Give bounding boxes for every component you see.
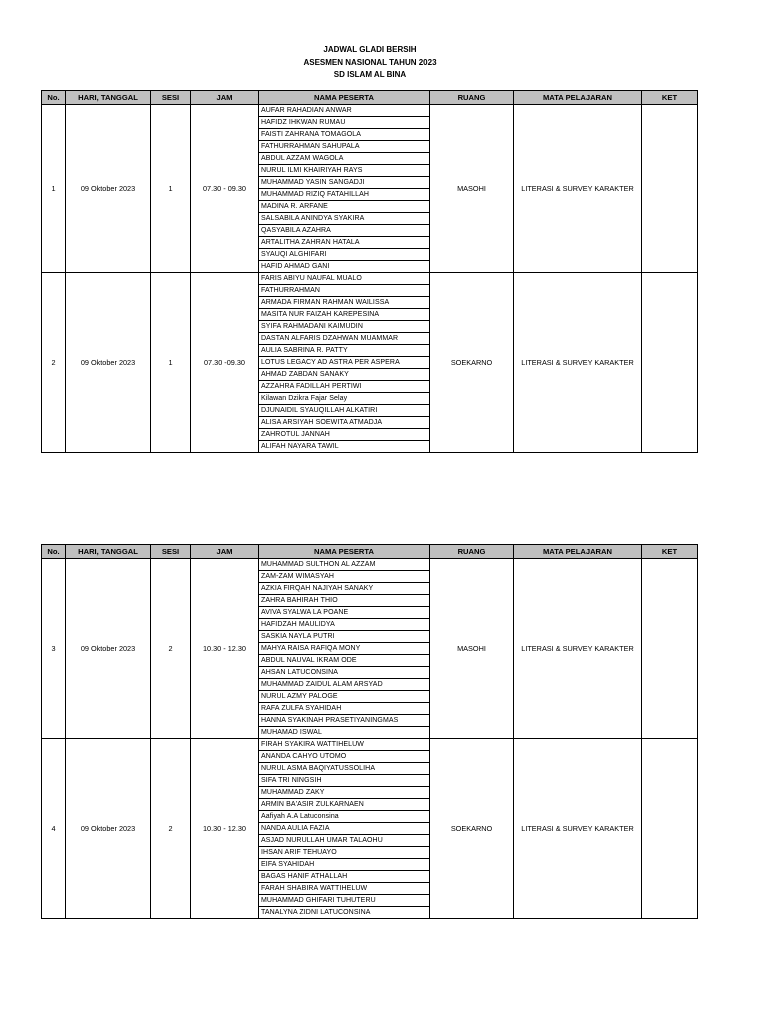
cell-no: 4 (42, 739, 66, 919)
cell-no: 2 (42, 273, 66, 453)
participant-name: MAHYA RAISA RAFIQA MONY (259, 643, 430, 655)
cell-jam: 07.30 - 09.30 (191, 105, 259, 273)
cell-ruang: SOEKARNO (430, 273, 514, 453)
cell-hari: 09 Oktober 2023 (66, 105, 151, 273)
column-header-no: No. (42, 91, 66, 105)
participant-name: FATHURRAHMAN (259, 285, 430, 297)
participant-name: MUHAMMAD ZAIDUL ALAM ARSYAD (259, 679, 430, 691)
participant-name: SYIFA RAHMADANI KAIMUDIN (259, 321, 430, 333)
participant-name: Aafiyah A.A Latuconsina (259, 811, 430, 823)
participant-name: MUHAMMAD SULTHON AL AZZAM (259, 559, 430, 571)
cell-sesi: 2 (151, 739, 191, 919)
cell-ket (642, 559, 698, 739)
participant-name: SALSABILA ANINDYA SYAKIRA (259, 213, 430, 225)
participant-name: ABDUL AZZAM WAGOLA (259, 153, 430, 165)
cell-ruang: MASOHI (430, 105, 514, 273)
cell-jam: 10.30 - 12.30 (191, 559, 259, 739)
participant-name: FARAH SHABIRA WATTIHELUW (259, 883, 430, 895)
column-header-mapel: MATA PELAJARAN (514, 545, 642, 559)
cell-hari: 09 Oktober 2023 (66, 273, 151, 453)
participant-name: ARTALITHA ZAHRAN HATALA (259, 237, 430, 249)
participant-name: FARIS ABIYU NAUFAL MUALO (259, 273, 430, 285)
participant-name: FATHURRAHMAN SAHUPALA (259, 141, 430, 153)
participant-name: MASITA NUR FAIZAH KAREPESINA (259, 309, 430, 321)
title-line-3: SD ISLAM AL BINA (333, 70, 407, 79)
participant-name: ARMADA FIRMAN RAHMAN WAILISSA (259, 297, 430, 309)
cell-hari: 09 Oktober 2023 (66, 559, 151, 739)
participant-name: DJUNAIDIL SYAUQILLAH ALKATIRI (259, 405, 430, 417)
column-header-ket: KET (642, 91, 698, 105)
column-header-ket: KET (642, 545, 698, 559)
header-row (42, 545, 698, 559)
table-row (42, 739, 698, 751)
participant-name: SASKIA NAYLA PUTRI (259, 631, 430, 643)
column-header-ruang: RUANG (430, 545, 514, 559)
cell-no: 1 (42, 105, 66, 273)
column-header-nama: NAMA PESERTA (259, 91, 430, 105)
participant-name: MUHAMMAD RIZIQ FATAHILLAH (259, 189, 430, 201)
cell-sesi: 2 (151, 559, 191, 739)
participant-name: ZAHRA BAHIRAH THIO (259, 595, 430, 607)
schedule-table-2 (41, 544, 698, 919)
participant-name: ANANDA CAHYO UTOMO (259, 751, 430, 763)
header-row (42, 91, 698, 105)
participant-name: AZKIA FIRQAH NAJIYAH SANAKY (259, 583, 430, 595)
cell-mapel: LITERASI & SURVEY KARAKTER (514, 105, 642, 273)
cell-jam: 10.30 - 12.30 (191, 739, 259, 919)
participant-name: ZAM-ZAM WIMASYAH (259, 571, 430, 583)
participant-name: NURUL ASMA BAQIYATUSSOLIHA (259, 763, 430, 775)
participant-name: SYAUQI ALGHIFARI (259, 249, 430, 261)
participant-name: AZZAHRA FADILLAH PERTIWI (259, 381, 430, 393)
participant-name: FIRAH SYAKIRA WATTIHELUW (259, 739, 430, 751)
participant-name: NANDA AULIA FAZIA (259, 823, 430, 835)
cell-jam: 07.30 -09.30 (191, 273, 259, 453)
participant-name: MUHAMMAD YASIN SANGADJI (259, 177, 430, 189)
title-line-1: JADWAL GLADI BERSIH (323, 45, 417, 54)
participant-name: AULIA SABRINA R. PATTY (259, 345, 430, 357)
table-row (42, 105, 698, 117)
participant-name: NURUL ILMI KHAIRIYAH RAYS (259, 165, 430, 177)
column-header-sesi: SESI (151, 91, 191, 105)
cell-mapel: LITERASI & SURVEY KARAKTER (514, 739, 642, 919)
column-header-hari: HARI, TANGGAL (66, 91, 151, 105)
participant-name: FAISTI ZAHRANA TOMAGOLA (259, 129, 430, 141)
participant-name: TANALYNA ZIDNI LATUCONSINA (259, 907, 430, 919)
title-line-2: ASESMEN NASIONAL TAHUN 2023 (303, 57, 437, 67)
participant-name: HAFID AHMAD GANI (259, 261, 430, 273)
participant-name: HANNA SYAKINAH PRASETIYANINGMAS (259, 715, 430, 727)
participant-name: AHMAD ZABDAN SANAKY (259, 369, 430, 381)
participant-name: MUHAMMAD ZAKY (259, 787, 430, 799)
participant-name: LOTUS LEGACY AD ASTRA PER ASPERA (259, 357, 430, 369)
participant-name: HAFIDZAH MAULIDYA (259, 619, 430, 631)
participant-name: MUHAMMAD GHIFARI TUHUTERU (259, 895, 430, 907)
document-title (0, 44, 740, 82)
cell-mapel: LITERASI & SURVEY KARAKTER (514, 273, 642, 453)
table-row (42, 273, 698, 285)
cell-mapel: LITERASI & SURVEY KARAKTER (514, 559, 642, 739)
column-header-no: No. (42, 545, 66, 559)
participant-name: SIFA TRI NINGSIH (259, 775, 430, 787)
participant-name: ARMIN BA'ASIR ZULKARNAEN (259, 799, 430, 811)
participant-name: RAFA ZULFA SYAHIDAH (259, 703, 430, 715)
cell-ket (642, 739, 698, 919)
column-header-mapel: MATA PELAJARAN (514, 91, 642, 105)
schedule-table-1 (41, 90, 698, 453)
participant-name: AVIVA SYALWA LA POANE (259, 607, 430, 619)
cell-no: 3 (42, 559, 66, 739)
cell-ruang: SOEKARNO (430, 739, 514, 919)
column-header-nama: NAMA PESERTA (259, 545, 430, 559)
participant-name: EIFA SYAHIDAH (259, 859, 430, 871)
participant-name: ZAHROTUL JANNAH (259, 429, 430, 441)
participant-name: QASYABILA AZAHRA (259, 225, 430, 237)
participant-name: MADINA R. ARFANE (259, 201, 430, 213)
participant-name: Kilawan Dzikra Fajar Selay (259, 393, 430, 405)
participant-name: AUFAR RAHADIAN ANWAR (259, 105, 430, 117)
column-header-ruang: RUANG (430, 91, 514, 105)
cell-hari: 09 Oktober 2023 (66, 739, 151, 919)
participant-name: ASJAD NURULLAH UMAR TALAOHU (259, 835, 430, 847)
cell-ruang: MASOHI (430, 559, 514, 739)
column-header-hari: HARI, TANGGAL (66, 545, 151, 559)
participant-name: DASTAN ALFARIS DZAHWAN MUAMMAR (259, 333, 430, 345)
participant-name: ABDUL NAUVAL IKRAM ODE (259, 655, 430, 667)
participant-name: MUHAMAD ISWAL (259, 727, 430, 739)
participant-name: BAGAS HANIF ATHALLAH (259, 871, 430, 883)
participant-name: NURUL AZMY PALOGE (259, 691, 430, 703)
column-header-jam: JAM (191, 91, 259, 105)
cell-ket (642, 273, 698, 453)
column-header-jam: JAM (191, 545, 259, 559)
participant-name: IHSAN ARIF TEHUAYO (259, 847, 430, 859)
participant-name: ALIFAH NAYARA TAWIL (259, 441, 430, 453)
column-header-sesi: SESI (151, 545, 191, 559)
cell-ket (642, 105, 698, 273)
cell-sesi: 1 (151, 273, 191, 453)
participant-name: ALISA ARSIYAH SOEWITA ATMADJA (259, 417, 430, 429)
participant-name: HAFIDZ IHKWAN RUMAU (259, 117, 430, 129)
cell-sesi: 1 (151, 105, 191, 273)
participant-name: AHSAN LATUCONSINA (259, 667, 430, 679)
table-row (42, 559, 698, 571)
